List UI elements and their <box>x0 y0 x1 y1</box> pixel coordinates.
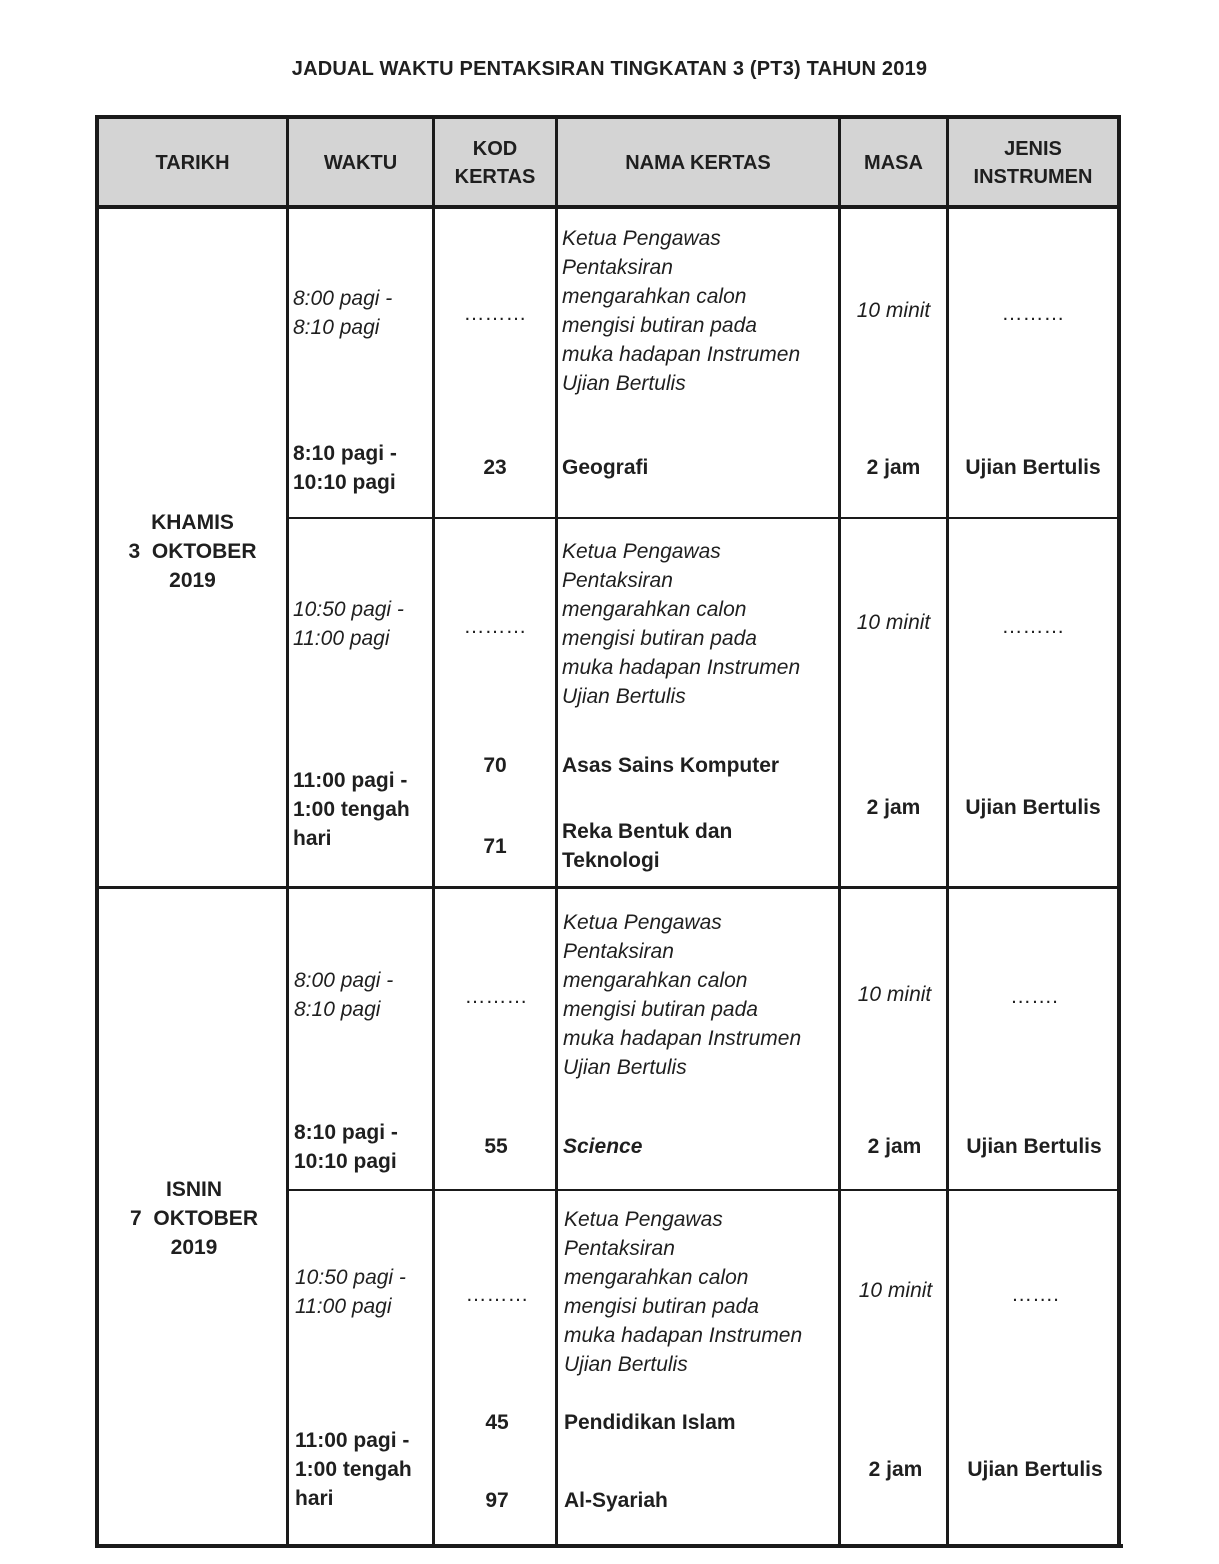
day-divider <box>97 886 1119 889</box>
d2-s4-kod-a <box>437 1407 557 1437</box>
instruction-line: mengisi butiran pada <box>564 1295 759 1318</box>
column-divider <box>286 115 289 1548</box>
divider <box>289 1189 1121 1191</box>
header-label: KERTAS <box>454 166 536 188</box>
day1-date-cell <box>99 507 286 595</box>
d2-s4-waktu <box>295 1424 435 1514</box>
subject-name: Reka Bentuk dan <box>562 820 733 843</box>
time-text: 11:00 pagi <box>295 1295 392 1318</box>
time-text: hari <box>293 826 332 850</box>
d2-s3-jenis <box>951 1279 1119 1309</box>
d2-s4-jenis <box>951 1454 1119 1484</box>
instruction-line: muka hadapan Instrumen <box>562 656 801 679</box>
d1-s2-jenis <box>949 452 1117 482</box>
instruction-line: muka hadapan Instrumen <box>563 1027 802 1050</box>
day2-date-cell <box>99 1174 289 1262</box>
d2-s2-kod <box>436 1131 556 1161</box>
jenis-text: Ujian Bertulis <box>965 455 1101 479</box>
d2-s1-waktu <box>294 965 430 1025</box>
day-date: 3 OKTOBER <box>128 539 257 563</box>
instruction-line: muka hadapan Instrumen <box>562 343 801 366</box>
d1-s2-waktu <box>293 438 429 498</box>
d1-s1-jenis <box>949 298 1117 328</box>
time-text: 11:00 pagi - <box>295 1428 410 1452</box>
jenis-text: ……. <box>1011 1282 1059 1306</box>
header-label: JENIS <box>1004 138 1062 160</box>
header-masa <box>841 119 946 207</box>
header-label: INSTRUMEN <box>973 166 1093 188</box>
subject-name: Teknologi <box>562 849 660 872</box>
masa-text: 2 jam <box>867 1134 922 1158</box>
header-tarikh <box>99 119 286 207</box>
time-text: 11:00 pagi - <box>293 768 408 792</box>
d2-s4-kod-b <box>437 1485 557 1515</box>
d2-s3-masa <box>843 1275 948 1305</box>
subject-name: Asas Sains Komputer <box>562 753 780 777</box>
d2-s4-nama-a <box>564 1407 838 1437</box>
instruction-line: Pentaksiran <box>562 569 673 592</box>
time-text: 1:00 tengah <box>295 1457 412 1481</box>
d2-s2-masa <box>842 1131 947 1161</box>
d2-s2-waktu <box>294 1117 430 1177</box>
time-text: 10:10 pagi <box>293 471 396 494</box>
d2-s3-kod <box>437 1279 557 1309</box>
header-waktu <box>289 119 432 207</box>
table-border-right <box>1117 115 1121 1548</box>
d1-s3-masa <box>841 607 946 637</box>
header-nama-kertas <box>558 119 838 207</box>
column-divider <box>946 115 949 1548</box>
header-label: KOD <box>472 138 518 160</box>
d2-s1-masa <box>842 979 947 1009</box>
d1-s1-nama <box>562 222 836 400</box>
kod-text: 70 <box>483 753 507 777</box>
d1-s3-waktu <box>293 594 429 654</box>
day-name: ISNIN <box>165 1177 222 1201</box>
instruction-line: Pentaksiran <box>563 940 674 963</box>
jenis-text: Ujian Bertulis <box>965 795 1101 819</box>
time-text: 8:10 pagi <box>294 998 381 1021</box>
time-text: 10:50 pagi - <box>293 598 404 621</box>
column-divider <box>555 115 558 1548</box>
d1-s1-kod <box>435 298 555 328</box>
time-text: 8:10 pagi - <box>294 1121 398 1144</box>
jenis-text: Ujian Bertulis <box>966 1134 1102 1158</box>
kod-text: ……… <box>465 1282 529 1306</box>
d2-s1-nama <box>563 906 837 1084</box>
kod-text: ……… <box>463 614 527 638</box>
header-label: NAMA KERTAS <box>625 152 771 174</box>
day-date: 7 OKTOBER <box>130 1206 258 1230</box>
d2-s2-nama <box>563 1131 837 1161</box>
d2-s3-waktu <box>295 1262 431 1322</box>
d1-s4-kod-a <box>435 750 555 780</box>
header-label: WAKTU <box>323 152 398 174</box>
d1-s2-nama <box>562 452 836 482</box>
d1-s4-nama-a <box>562 750 836 780</box>
time-text: 8:00 pagi - <box>294 969 394 992</box>
d1-s1-masa <box>841 295 946 325</box>
instruction-line: mengarahkan calon <box>562 285 747 308</box>
masa-text: 2 jam <box>866 795 921 819</box>
d2-s4-nama-b <box>564 1485 838 1515</box>
masa-text: 10 minit <box>856 610 931 634</box>
header-label: MASA <box>864 152 923 174</box>
instruction-line: mengarahkan calon <box>564 1266 749 1289</box>
instruction-line: Ujian Bertulis <box>564 1353 688 1376</box>
d2-s4-masa <box>843 1454 948 1484</box>
instruction-line: Ujian Bertulis <box>563 1056 687 1079</box>
page-title: JADUAL WAKTU PENTAKSIRAN TINGKATAN 3 (PT3) TAHUN 2019 <box>291 58 928 80</box>
instruction-line: Ketua Pengawas <box>563 911 722 934</box>
time-text: 8:10 pagi <box>293 316 380 339</box>
instruction-line: mengisi butiran pada <box>562 627 757 650</box>
kod-text: 45 <box>485 1410 509 1434</box>
instruction-line: mengisi butiran pada <box>563 998 758 1021</box>
d1-s4-kod-b <box>435 831 555 861</box>
kod-text: 55 <box>484 1134 508 1158</box>
d1-s4-nama-b <box>562 816 836 876</box>
instruction-line: Ketua Pengawas <box>564 1208 723 1231</box>
kod-text: ……… <box>463 301 527 325</box>
instruction-line: Ketua Pengawas <box>562 540 721 563</box>
kod-text: 23 <box>483 455 507 479</box>
d1-s3-kod <box>435 611 555 641</box>
d1-s3-nama <box>562 535 836 713</box>
kod-text: ……… <box>464 984 528 1008</box>
subject-name: Pendidikan Islam <box>564 1410 736 1434</box>
kod-text: 71 <box>483 834 507 858</box>
subject-name: Al-Syariah <box>564 1488 668 1512</box>
d1-s3-jenis <box>949 611 1117 641</box>
header-jenis-instrumen <box>949 119 1117 207</box>
header-kod-kertas <box>435 119 555 207</box>
instruction-line: mengisi butiran pada <box>562 314 757 337</box>
d2-s3-nama <box>564 1203 838 1381</box>
time-text: 10:50 pagi - <box>295 1266 406 1289</box>
table-border-left <box>95 115 99 1548</box>
subject-name: Geografi <box>562 455 649 479</box>
time-text: 8:10 pagi - <box>293 442 397 465</box>
masa-text: 10 minit <box>856 298 931 322</box>
time-text: hari <box>295 1486 334 1510</box>
instruction-line: mengarahkan calon <box>563 969 748 992</box>
jenis-text: ……. <box>1010 984 1058 1008</box>
masa-text: 2 jam <box>868 1457 923 1481</box>
jenis-text: ……… <box>1001 301 1065 325</box>
d1-s2-masa <box>841 452 946 482</box>
instruction-line: Pentaksiran <box>562 256 673 279</box>
time-text: 8:00 pagi - <box>293 287 393 310</box>
instruction-line: muka hadapan Instrumen <box>564 1324 803 1347</box>
instruction-line: Ketua Pengawas <box>562 227 721 250</box>
d1-s4-jenis <box>949 792 1117 822</box>
kod-text: 97 <box>485 1488 509 1512</box>
d2-s1-kod <box>436 981 556 1011</box>
time-text: 11:00 pagi <box>293 627 390 650</box>
instruction-line: Pentaksiran <box>564 1237 675 1260</box>
masa-text: 2 jam <box>866 455 921 479</box>
day-name: KHAMIS <box>151 510 234 534</box>
day-year: 2019 <box>169 568 216 592</box>
divider <box>287 517 1119 519</box>
d1-s1-waktu <box>293 283 429 343</box>
table-border-bottom <box>97 1544 1123 1548</box>
time-text: 1:00 tengah <box>293 797 410 821</box>
masa-text: 10 minit <box>857 982 932 1006</box>
d2-s2-jenis <box>950 1131 1118 1161</box>
instruction-line: Ujian Bertulis <box>562 685 686 708</box>
jenis-text: ……… <box>1001 614 1065 638</box>
subject-name: Science <box>563 1134 643 1158</box>
day-year: 2019 <box>170 1235 218 1259</box>
instruction-line: mengarahkan calon <box>562 598 747 621</box>
d1-s4-waktu <box>293 764 433 854</box>
instruction-line: Ujian Bertulis <box>562 372 686 395</box>
masa-text: 10 minit <box>858 1278 933 1302</box>
jenis-text: Ujian Bertulis <box>967 1457 1103 1481</box>
time-text: 10:10 pagi <box>294 1150 397 1173</box>
column-divider <box>838 115 841 1548</box>
d1-s4-masa <box>841 792 946 822</box>
header-label: TARIKH <box>155 152 230 174</box>
d1-s2-kod <box>435 452 555 482</box>
d2-s1-jenis <box>950 981 1118 1011</box>
